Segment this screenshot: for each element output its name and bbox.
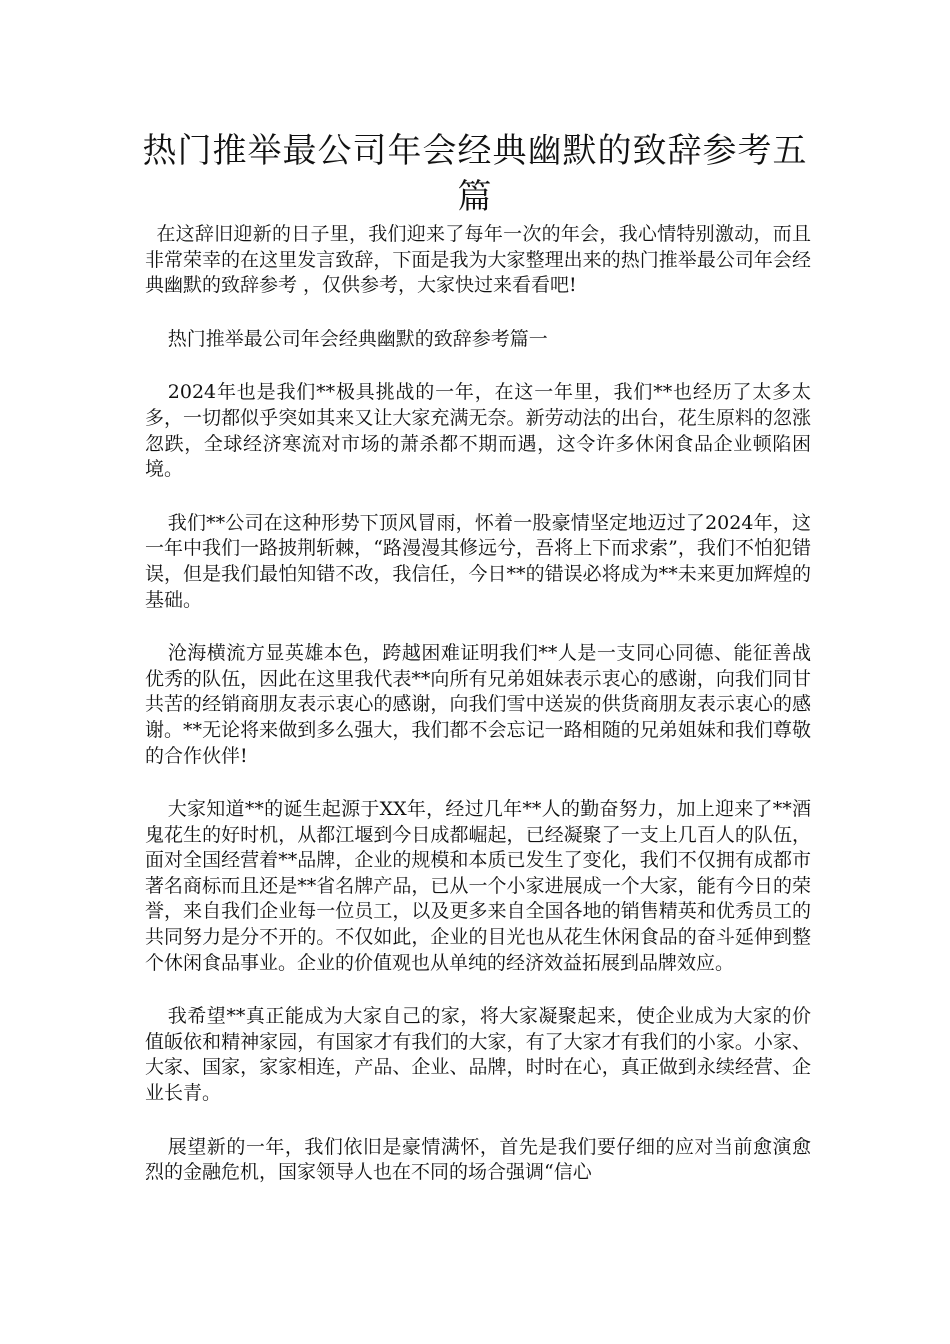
paragraph-spacer bbox=[145, 299, 811, 327]
section-heading: 热门推举最公司年会经典幽默的致辞参考篇一 bbox=[167, 327, 548, 350]
document-body bbox=[145, 222, 811, 1186]
paragraph-spacer bbox=[145, 1107, 811, 1135]
body-paragraph-2: 我们**公司在这种形势下顶风冒雨，怀着一股豪情坚定地迈过了2024年，这一年中我们一路披荆斩棘，“路漫漫其修远兮，吾将上下而求索”，我们不怕犯错误，但是我们最怕知错不改，我信任，今日**的错误必将成为**未来更加辉煌的基础。 bbox=[145, 511, 811, 611]
body-paragraph-5: 我希望**真正能成为大家自己的家，将大家凝聚起来，使企业成为大家的价值皈依和精神家园，有国家才有我们的大家，有了大家才有我们的小家。小家、大家、国家，家家相连，产品、企业、品牌，时时在心，真正做到永续经营、企业长青。 bbox=[145, 1005, 811, 1105]
paragraph-spacer bbox=[145, 613, 811, 641]
paragraph-spacer bbox=[145, 769, 811, 797]
paragraph-spacer bbox=[145, 483, 811, 511]
body-paragraph-1: 2024年也是我们**极具挑战的一年，在这一年里，我们**也经历了太多太多，一切都似乎突如其来又让大家充满无奈。新劳动法的出台，花生原料的忽涨忽跌，全球经济寒流对市场的萧杀都不期而遇，这令许多休闲食品企业顿陷困境。 bbox=[145, 381, 811, 481]
document-title: 热门推举最公司年会经典幽默的致辞参考五篇 bbox=[142, 131, 808, 217]
intro-paragraph: 在这辞旧迎新的日子里，我们迎来了每年一次的年会，我心情特别激动，而且非常荣幸的在这里发言致辞，下面是我为大家整理出来的热门推举最公司年会经典幽默的致辞参考 ，仅供参考，大家快过来看看吧! bbox=[145, 223, 811, 297]
paragraph-spacer bbox=[145, 352, 811, 380]
paragraph-spacer bbox=[145, 976, 811, 1004]
body-paragraph-3: 沧海横流方显英雄本色，跨越困难证明我们**人是一支同心同德、能征善战优秀的队伍，因此在这里我代表**向所有兄弟姐妹表示衷心的感谢，向我们同甘共苦的经销商朋友表示衷心的感谢，向我们雪中送炭的供货商朋友表示衷心的感谢。**无论将来做到多么强大，我们都不会忘记一路相随的兄弟姐妹和我们尊敬的合作伙伴! bbox=[145, 642, 811, 767]
body-paragraph-6: 展望新的一年，我们依旧是豪情满怀，首先是我们要仔细的应对当前愈演愈烈的金融危机，国家领导人也在不同的场合强调“信心 bbox=[145, 1135, 811, 1184]
body-paragraph-4: 大家知道**的诞生起源于XX年，经过几年**人的勤奋努力，加上迎来了**酒鬼花生的好时机，从都江堰到今日成都崛起，已经凝聚了一支上几百人的队伍，面对全国经营着**品牌，企业的规模和本质已发生了变化，我们不仅拥有成都市著名商标而且还是**省名牌产品，已从一个小家进展成一个大家，能有今日的荣誉，来自我们企业每一位员工，以及更多来自全国各地的销售精英和优秀员工的共同努力是分不开的。不仅如此，企业的目光也从花生休闲食品的奋斗延伸到整个休闲食品事业。企业的价值观也从单纯的经济效益拓展到品牌效应。 bbox=[145, 798, 811, 974]
